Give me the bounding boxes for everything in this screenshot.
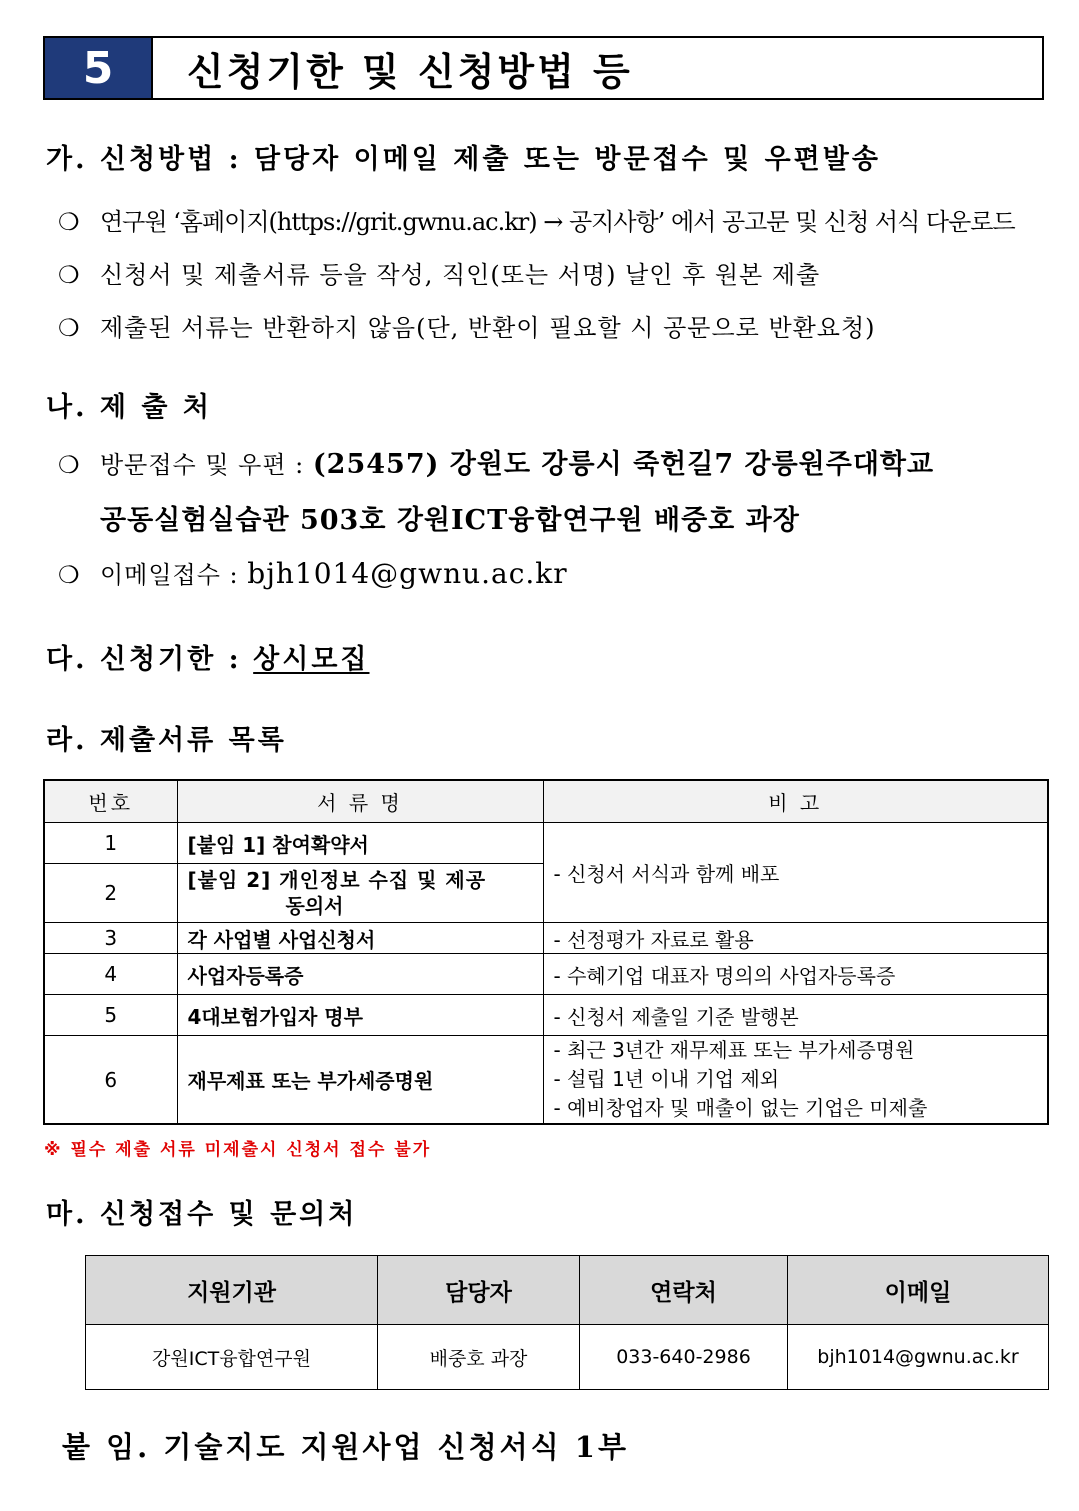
section-ra-title: 라. 제출서류 목록 bbox=[46, 725, 287, 756]
email-address[interactable]: bjh1014@gwnu.ac.kr bbox=[247, 557, 568, 590]
contact-org: 강원ICT융합연구원 bbox=[86, 1325, 378, 1390]
col-document-name: 서 류 명 bbox=[177, 780, 543, 823]
bullet-email: ❍ 이메일접수 : bjh1014@gwnu.ac.kr bbox=[58, 557, 568, 590]
table-header-row bbox=[44, 780, 1048, 823]
contact-table bbox=[85, 1255, 1049, 1390]
documents-table bbox=[43, 779, 1049, 1125]
required-documents-warning: ※ 필수 제출 서류 미제출시 신청서 접수 불가 bbox=[44, 1140, 432, 1160]
circle-bullet-icon: ❍ bbox=[58, 451, 81, 479]
table-row: 2 [붙임 2] 개인정보 수집 및 제공 동의서 bbox=[44, 864, 1048, 923]
deadline-value: 상시모집 bbox=[253, 644, 370, 675]
visit-address-line1: (25457) 강원도 강릉시 죽헌길7 강릉원주대학교 bbox=[312, 449, 935, 480]
section-header bbox=[43, 36, 1044, 100]
table-row: 6 재무제표 또는 부가세증명원 - 최근 3년간 재무제표 또는 부가세증명원 - 설립 1년 이내 기업 제외 - 예비창업자 및 매출이 없는 기업은 미제출 bbox=[44, 1036, 1048, 1125]
contact-email[interactable]: bjh1014@gwnu.ac.kr bbox=[788, 1325, 1049, 1390]
remark-cell: - 신청서 서식과 함께 배포 bbox=[543, 823, 1048, 923]
section-na-title: 나. 제 출 처 bbox=[46, 392, 212, 423]
circle-bullet-icon: ❍ bbox=[58, 208, 79, 236]
section-number: 5 bbox=[45, 38, 153, 98]
bullet-download: ❍ 연구원 ‘홈페이지(https://grit.gwnu.ac.kr) → 공지사항’ 에서 공고문 및 신청 서식 다운로드 bbox=[58, 208, 1015, 236]
table-row: 1 [붙임 1] 참여확약서 - 신청서 서식과 함께 배포 bbox=[44, 823, 1048, 864]
contact-row bbox=[86, 1325, 1049, 1390]
contact-person: 배중호 과장 bbox=[378, 1325, 580, 1390]
contact-phone[interactable]: 033-640-2986 bbox=[580, 1325, 788, 1390]
circle-bullet-icon: ❍ bbox=[58, 561, 81, 589]
section-ma-title: 마. 신청접수 및 문의처 bbox=[46, 1199, 358, 1230]
table-row: 3 각 사업별 사업신청서 - 선정평가 자료로 활용 bbox=[44, 923, 1048, 954]
section-title: 신청기한 및 신청방법 등 bbox=[187, 49, 633, 94]
table-row: 4 사업자등록증 - 수혜기업 대표자 명의의 사업자등록증 bbox=[44, 954, 1048, 995]
col-number: 번호 bbox=[44, 780, 177, 823]
bullet-return: ❍ 제출된 서류는 반환하지 않음(단, 반환이 필요할 시 공문으로 반환요청) bbox=[58, 314, 876, 342]
col-remarks: 비 고 bbox=[543, 780, 1048, 823]
section-da: 다. 신청기한 : 상시모집 bbox=[46, 644, 370, 675]
table-row: 5 4대보험가입자 명부 - 신청서 제출일 기준 발행본 bbox=[44, 995, 1048, 1036]
bullet-visit: ❍ 방문접수 및 우편 : (25457) 강원도 강릉시 죽헌길7 강릉원주대학교 bbox=[58, 449, 935, 480]
section-ga-title: 가. 신청방법 : 담당자 이메일 제출 또는 방문접수 및 우편발송 bbox=[46, 144, 881, 175]
circle-bullet-icon: ❍ bbox=[58, 314, 81, 342]
attachment-note: 붙 임. 기술지도 지원사업 신청서식 1부 bbox=[62, 1430, 629, 1464]
visit-address-line2: 공동실험실습관 503호 강원ICT융합연구원 배중호 과장 bbox=[100, 505, 800, 536]
circle-bullet-icon: ❍ bbox=[58, 261, 81, 289]
bullet-write: ❍ 신청서 및 제출서류 등을 작성, 직인(또는 서명) 날인 후 원본 제출 bbox=[58, 261, 821, 289]
contact-header-row: 지원기관 담당자 연락처 이메일 bbox=[86, 1256, 1049, 1325]
